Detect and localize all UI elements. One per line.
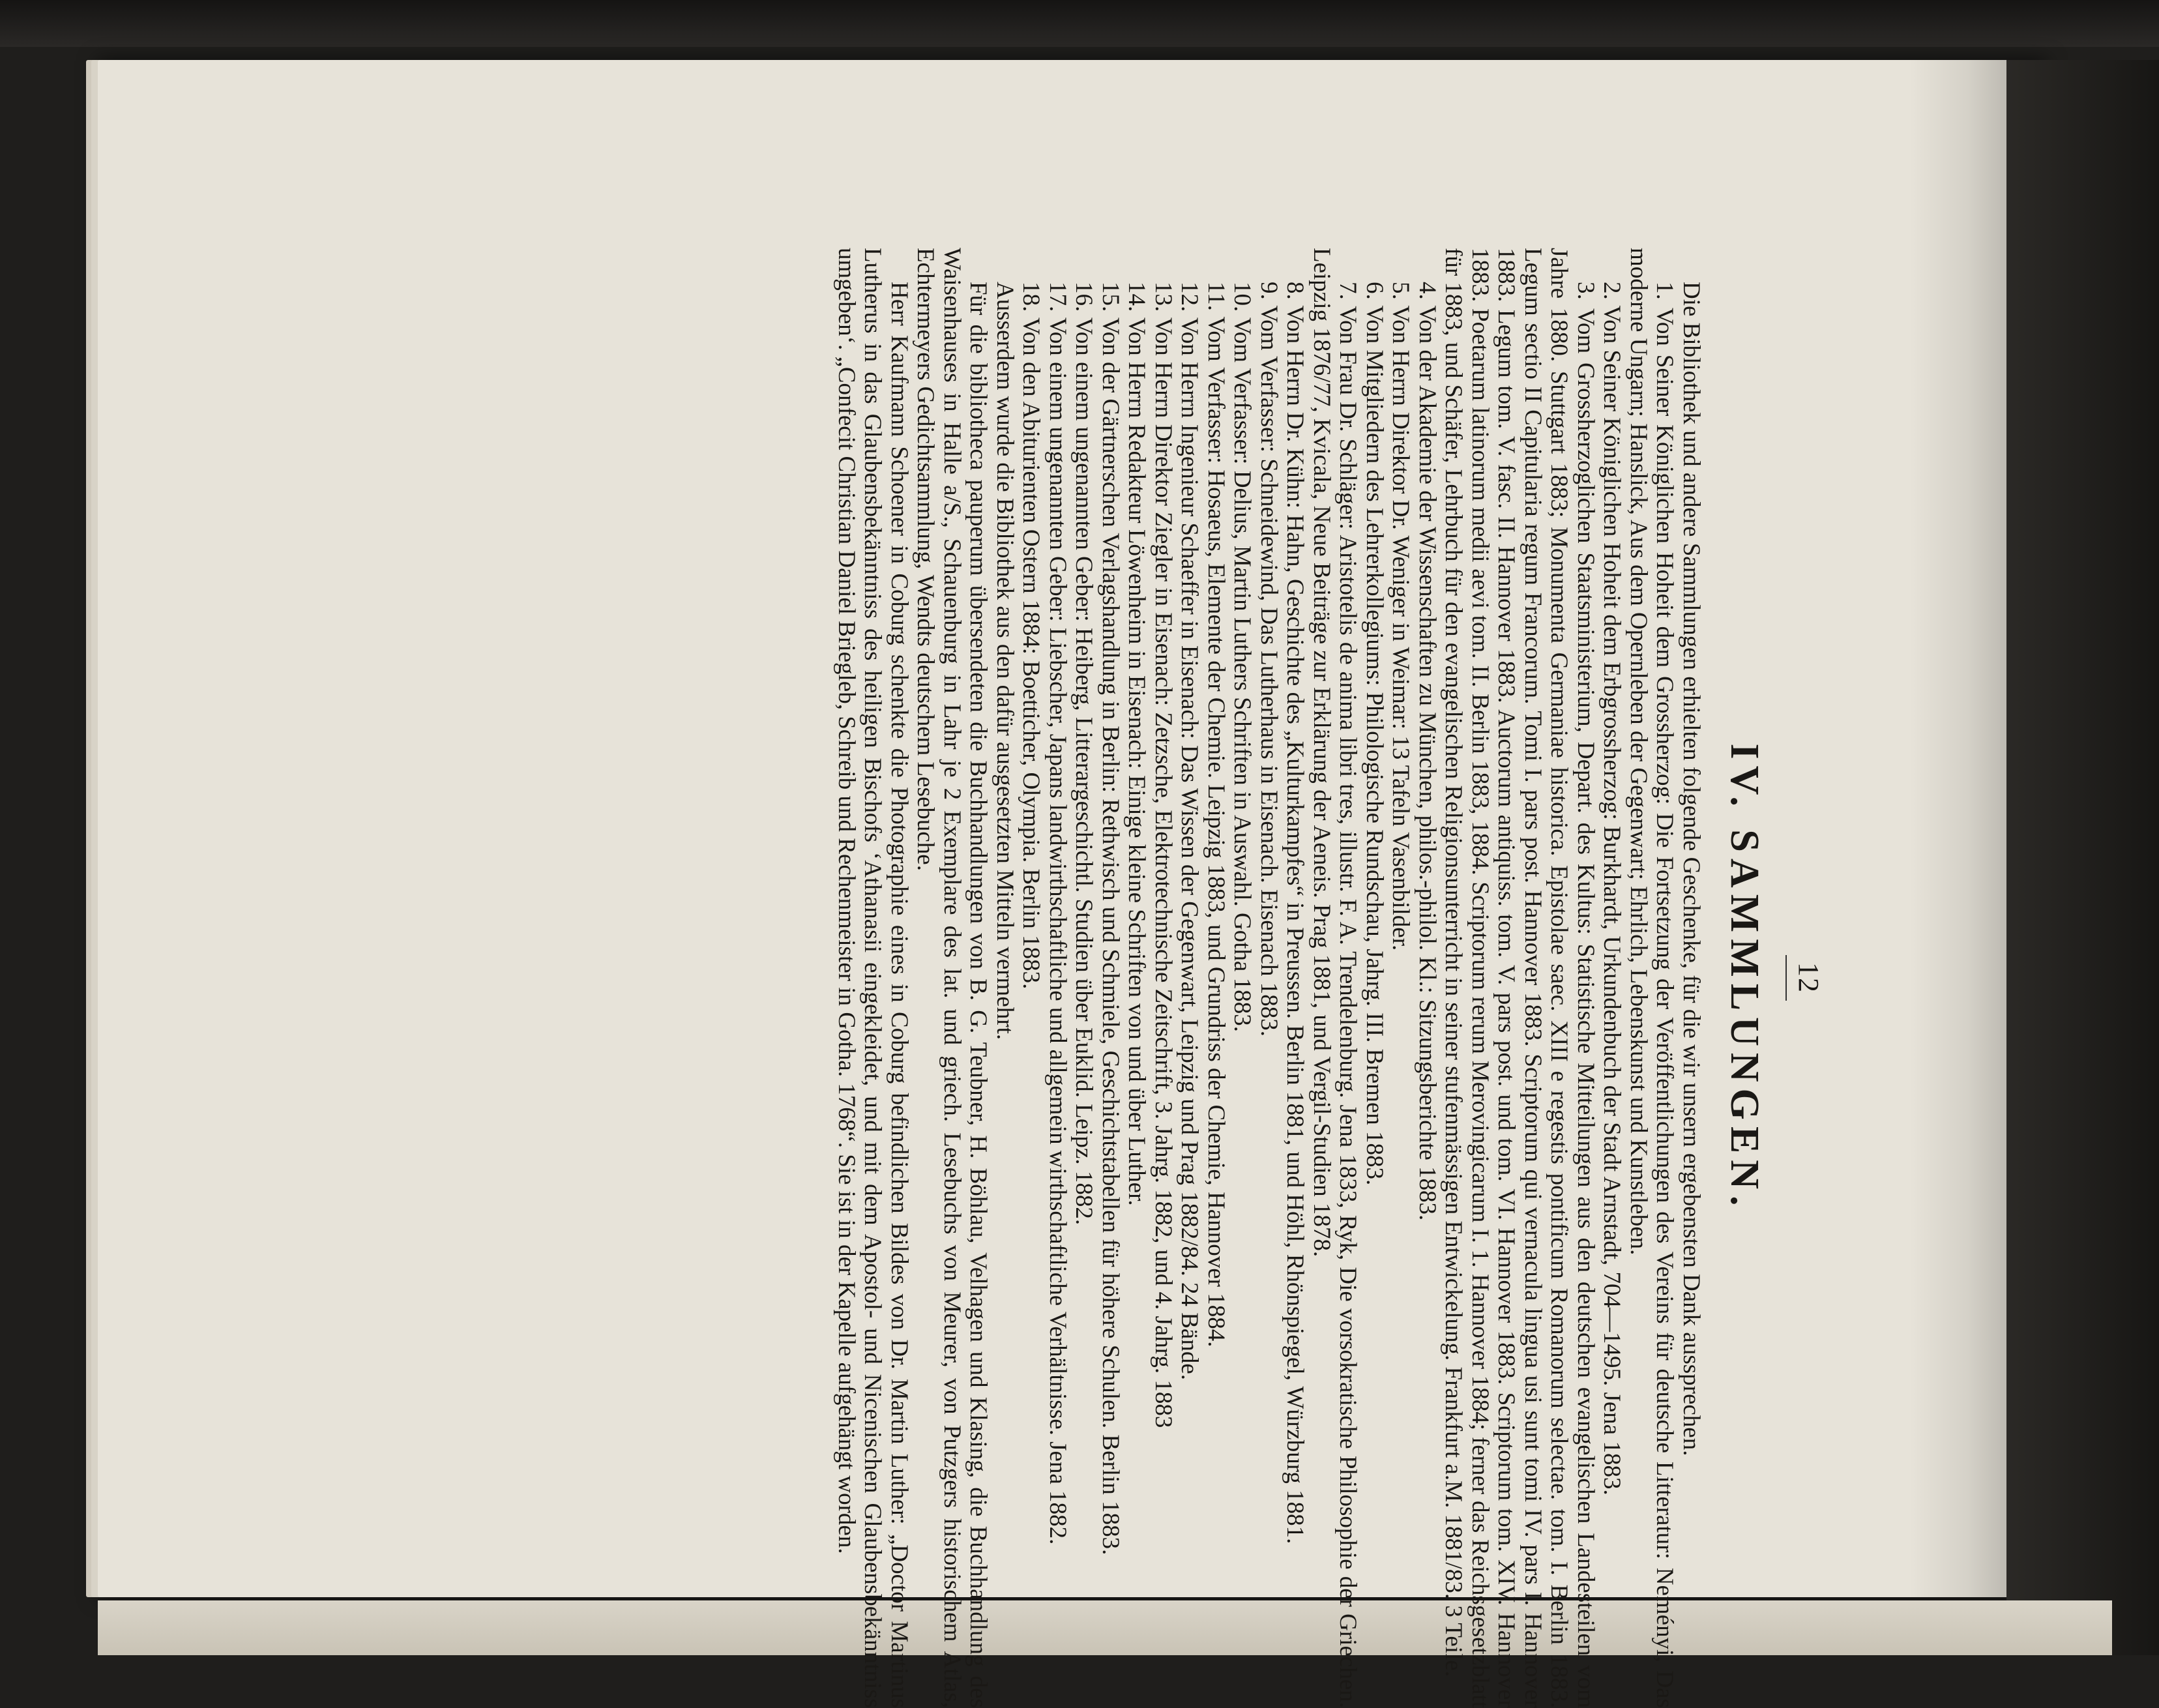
paragraph: 15. Von der Gärtnerschen Verlagshandlung in Berlin: Rethwisch und Schmiele, Geschichtstabellen für höhere Schulen. Berlin 1883. <box>1097 282 1124 1555</box>
paragraph: 7. Von Frau Dr. Schläger: Aristotelis de anima libri tres, illustr. F. A. Trendelenburg. Jena 1833, Ryk, Die vorsokratische Philosophie der Griechen. Leipzig 1876/77, Kvicala, Neue Beiträge zur Erklärung der Aeneis. Prag 1881, und Vergil-Studien 1878. <box>1308 248 1362 1708</box>
document-body <box>833 248 1705 1708</box>
page-number-rule <box>1785 955 1787 1001</box>
background-board <box>0 0 2159 47</box>
paragraph: Ausserdem wurde die Bibliothek aus den dafür ausgesetzten Mitteln vermehrt. <box>991 282 1018 1040</box>
paragraph: 9. Vom Verfasser: Schneidewind, Das Lutherhaus in Eisenach. Eisenach 1883. <box>1256 282 1282 1037</box>
paragraph: 16. Von einem ungenannten Geber: Heiberg, Litterargeschichtl. Studien über Euklid. Leipz. 1882. <box>1070 282 1098 1226</box>
book-spine <box>2006 60 2159 1655</box>
paragraph: 12. Von Herrn Ingenieur Schaeffer in Eisenach: Das Wissen der Gegenwart, Leipzig und Prag 1882/84. 24 Bände. <box>1176 282 1203 1380</box>
paragraph: Herr Kaufmann Schoener in Coburg schenkte die Photographie eines in Coburg befindlichen Bildes von Dr. Martin Luther: „Doctor Martinus Lutherus in das Glaubensbekänntniss des heiligen Bischofs ‘Athanasii eingekleidet, und mit dem Apostol- und Nicenischen Glaubensbekänntniss umgeben‘. „Confecit Christian Daniel Briegleb, Schreib und Rechenmeister in Gotha. 1768“. Sie ist in der Kapelle aufgehängt worden. <box>833 248 913 1708</box>
paragraph: 17. Von einem ungenannten Geber: Liebscher, Japans landwirthschaftliche und allgemein wirthschaftliche Verhältnisse. Jena 1882. <box>1044 282 1071 1545</box>
paragraph: 4. Von der Akademie der Wissenschaften zu München, philos.-philol. Kl.: Sitzungsberichte 1883. <box>1414 282 1441 1221</box>
section-title: IV. SAMMLUNGEN. <box>1722 743 1767 1213</box>
paragraph: 13. Von Herrn Direktor Ziegler in Eisenach: Zetzsche, Elektrotechnische Zeitschrift, 3. Jahrg. 1882, und 4. Jahrg. 1883 <box>1150 282 1177 1428</box>
paragraph: 5. Von Herrn Direktor Dr. Weniger in Weimar: 13 Tafeln Vasenbilder. <box>1387 282 1415 951</box>
paragraph: 18. Von den Abiturienten Ostern 1884: Boetticher, Olympia. Berlin 1883. <box>1018 282 1045 990</box>
page-gutter-shadow <box>1909 60 2006 1597</box>
paragraph: Die Bibliothek und andere Sammlungen erhielten folgende Geschenke, für die wir unsern ergebensten Dank aussprechen. <box>1678 282 1705 1456</box>
paragraph: 3. Vom Grossherzoglichen Staatsministerium, Depart. des Kultus: Statistische Mitteilungen aus den deutschen evangelischen Landesteilen vom Jahre 1880. Stuttgart 1883; Monumenta Germaniae historica. Epistolae saec. XIII e regestis pontificum Romanorum selectae. tom. I. Berlin 1883. Legum sectio II Capitularia regum Francorum. Tomi I. pars post. Hannover 1883. Scriptorum qui vernacula lingua usi sunt tomi IV. pars I. Hannover 1883. Legum tom. V. fasc. II. Hannover 1883. Auctorum antiquiss. tom. V. pars post. und tom. VI. Hannover 1883. Scriptorum tom. XIV. Hannover 1883. Poetarum latinorum medii aevi tom. II. Berlin 1883, 1884. Scriptorum rerum Merovingicarum I. 1. Hannover 1884; ferner das Reichsgesetzblatt für 1883, und Schäfer, Lehrbuch für den evangelischen Religionsunterricht in seiner stufenmässigen Entwickelung. Frankfurt a.M. 1881/83. 3 Teile. <box>1440 248 1599 1708</box>
paragraph: 14. Von Herrn Redakteur Löwenheim in Eisenach: Einige kleine Schriften von und über Luther. <box>1123 282 1151 1206</box>
paragraph: 1. Von Seiner Königlichen Hoheit dem Grossherzog: Die Fortsetzung der Veröffentlichungen des Vereins für deutsche Litteratur: Neményi, Das moderne Ungarn; Hanslick, Aus dem Opernleben der Gegenwart; Ehrlich, Lebenskunst und Kunstleben. <box>1625 248 1679 1708</box>
paragraph: 6. Von Mitgliedern des Lehrerkollegiums: Philologische Rundschau, Jahrg. III. Bremen 1883. <box>1361 282 1388 1186</box>
paragraph: Für die bibliotheca pauperum übersendeten die Buchhandlungen von B. G. Teubner, H. Böhlau, Velhagen und Klasing, die Buchhandlung des Waisenhauses in Halle a/S., Schauenburg in Lahr je 2 Exemplare des lat. und griech. Lesebuchs von Meurer, von Putzgers historischem Atlas, Echtermeyers Gedichtsammlung, Wendts deutschem Lesebuche. <box>912 248 992 1708</box>
paragraph: 11. Vom Verfasser: Hosaeus, Elemente der Chemie. Leipzig 1883, und Grundriss der Chemie, Hannover 1884. <box>1203 282 1229 1347</box>
page-number: 12 <box>1793 962 1825 994</box>
paragraph: 8. Von Herrn Dr. Kühn: Hahn, Geschichte des „Kulturkampfes“ in Preussen. Berlin 1881, und Höhl, Rhönspiegel, Würzburg 1881. <box>1282 282 1309 1544</box>
paragraph: 2. Von Seiner Königlichen Hoheit dem Erbgrossherzog: Burkhardt, Urkundenbuch der Stadt Arnstadt, 704—1495. Jena 1883. <box>1598 282 1626 1495</box>
paragraph: 10. Vom Verfasser: Delius, Martin Luthers Schriften in Auswahl. Gotha 1883. <box>1229 282 1256 1032</box>
rotated-text-block <box>469 248 1825 1708</box>
